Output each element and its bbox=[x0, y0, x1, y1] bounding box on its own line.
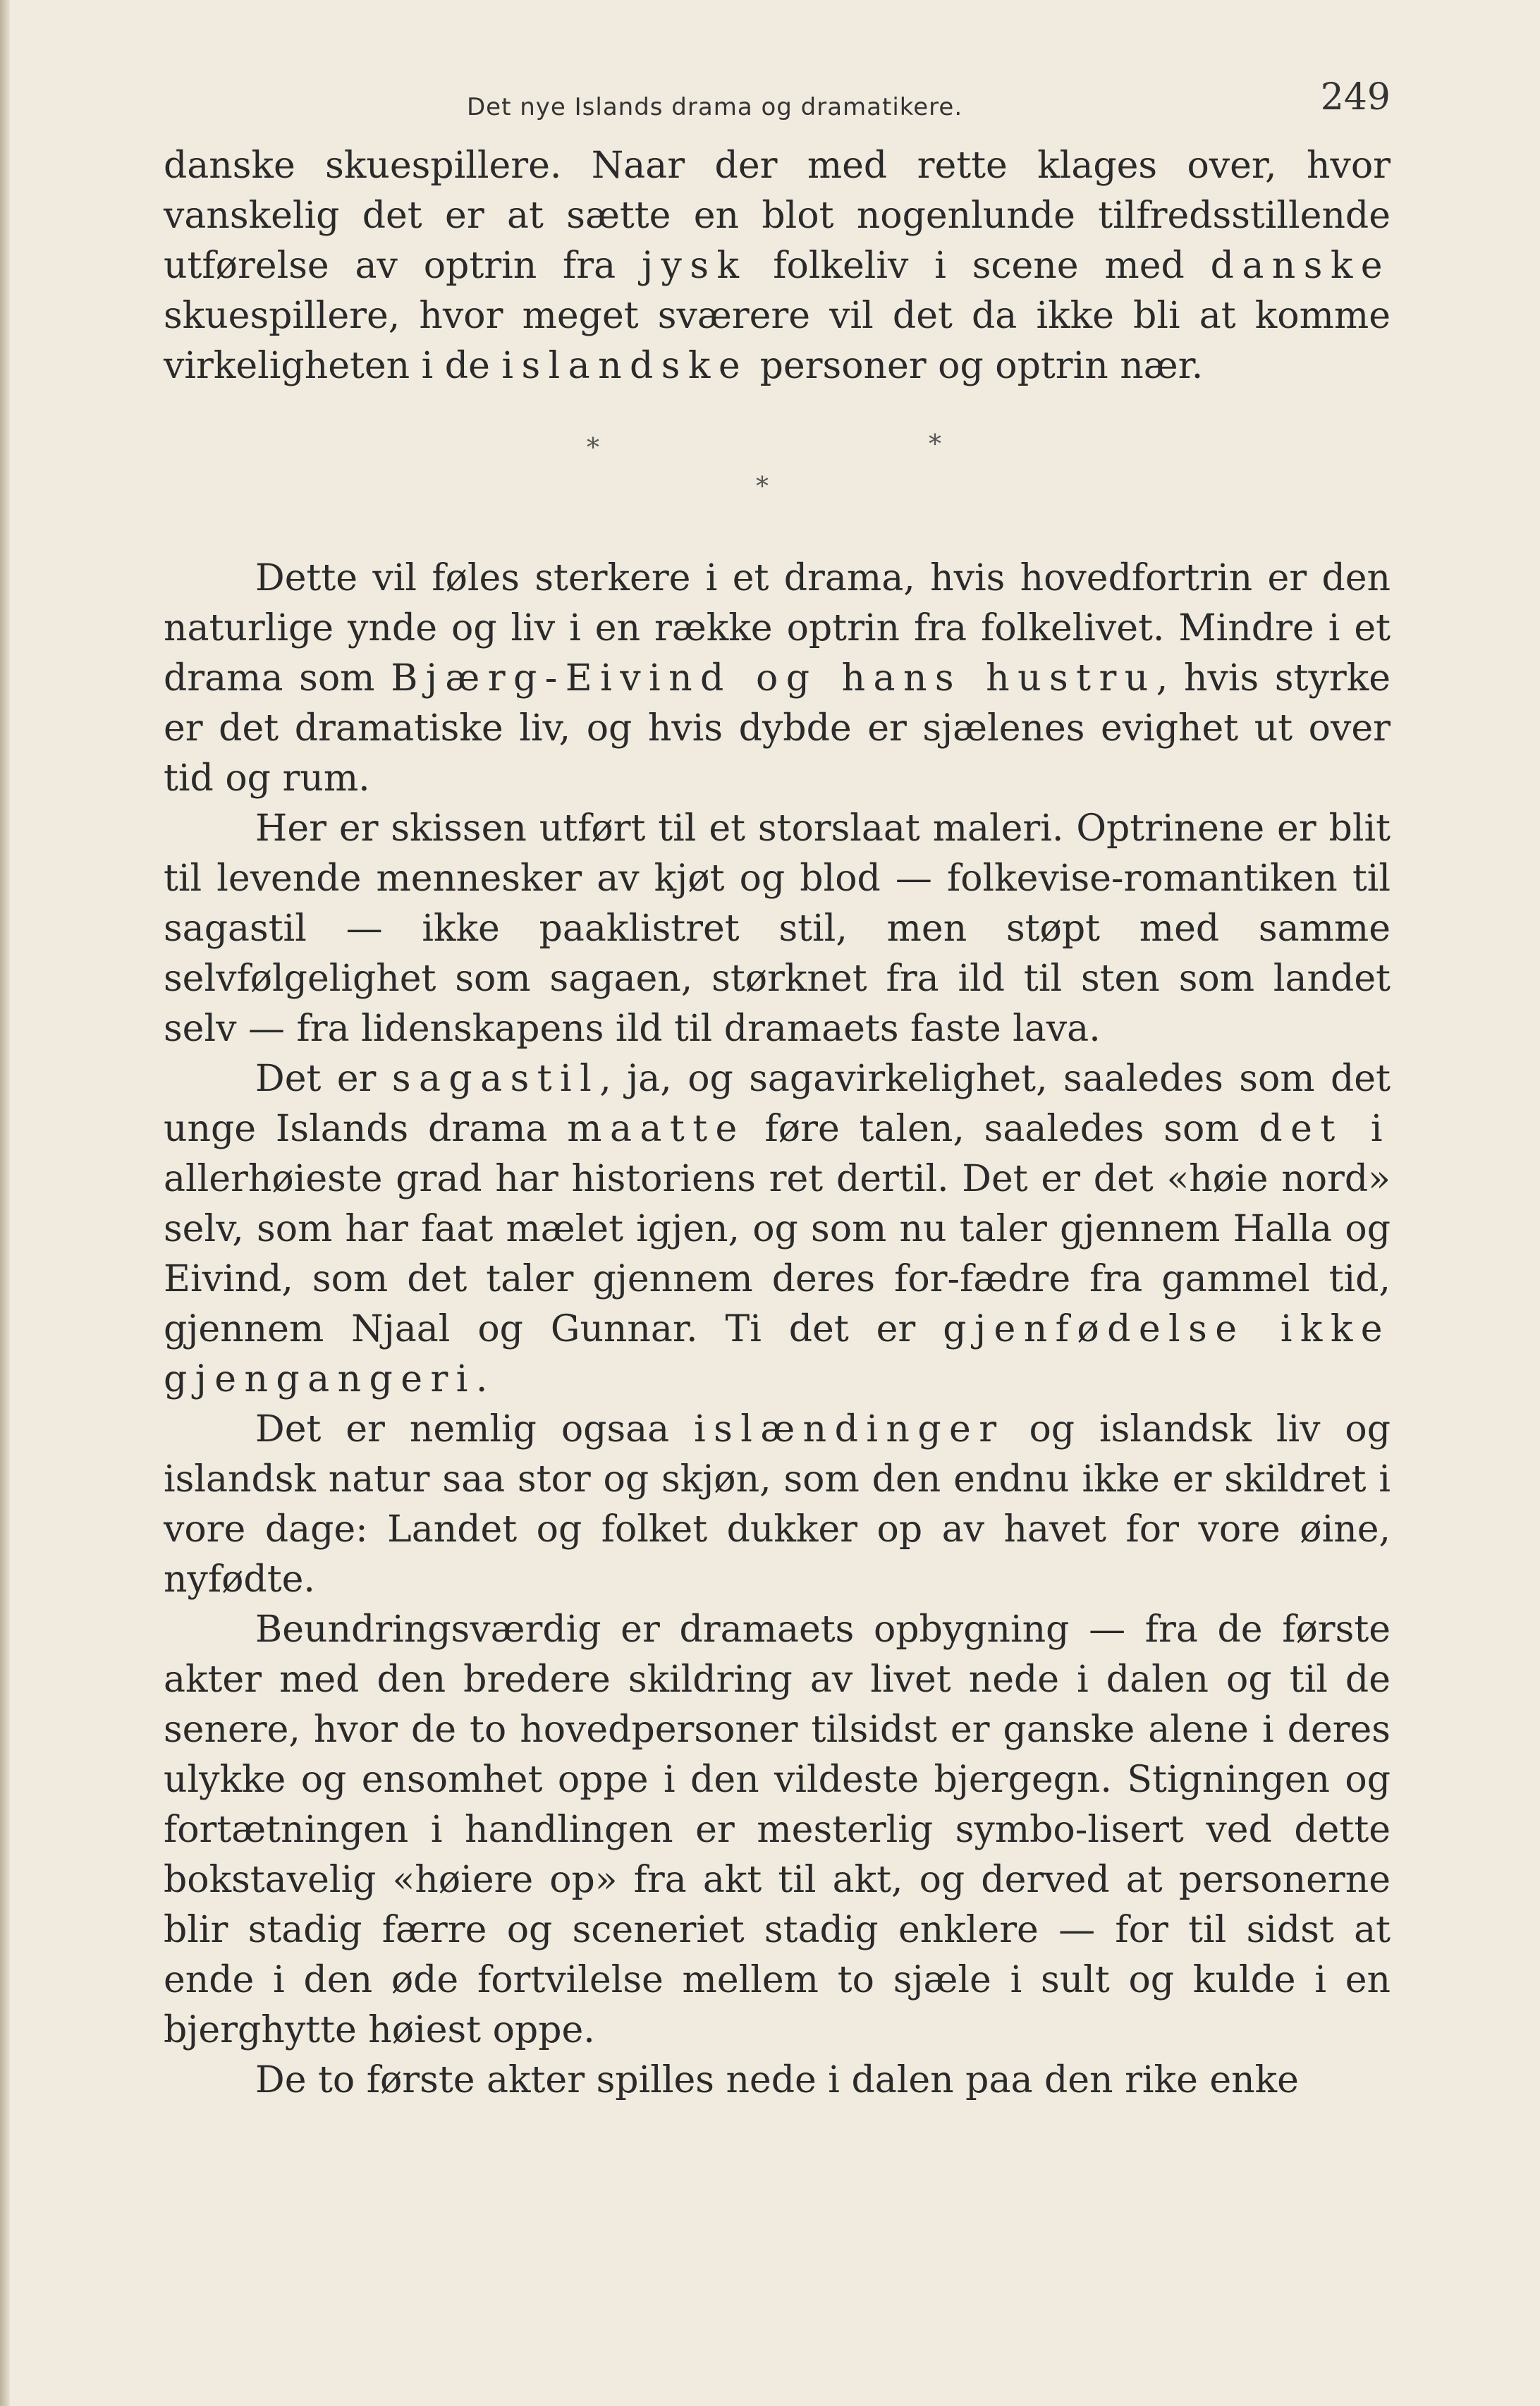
asterisk-icon: * bbox=[587, 434, 599, 463]
asterisk-icon: * bbox=[929, 430, 941, 459]
spaced-word: det i bbox=[1259, 1108, 1391, 1150]
spaced-word: sagastil bbox=[391, 1058, 600, 1100]
paragraph-6: Beundringsværdig er dramaets opbygning — fra de første akter med den bredere skildring av livet nede i dalen og til de senere, hvor de to hovedpersoner tilsidst er ganske alene i deres ulykke og ensomhet oppe i den vildeste bjergegn. Stigningen og fortætningen i handlingen er mesterlig symbo-lisert ved dette bokstavelig «høiere op» fra akt til akt, og derved at personerne blir stadig færre og sceneriet stadig enklere — for til sidst at ende i den øde fortvilelse mellem to sjæle i sult og kulde i en bjerghytte høiest oppe. bbox=[164, 1608, 1391, 2051]
page-number: 249 bbox=[1320, 76, 1391, 118]
body-text bbox=[164, 141, 1391, 2106]
running-title: Det nye Islands drama og dramatikere. bbox=[467, 93, 963, 121]
spaced-word: danske bbox=[1210, 245, 1391, 287]
page-header bbox=[164, 63, 1391, 141]
spaced-word: jysk bbox=[641, 245, 747, 287]
book-page bbox=[164, 63, 1391, 2362]
paragraph-1: danske skuespillere. Naar der med rette klages over, hvor vanskelig det er at sætte en blot nogenlunde tilfredsstillende utførelse av optrin fra jysk folkeliv i scene med danske skuespillere, hvor meget sværere vil det da ikke bli at komme virkeligheten i de islandske personer og optrin nær. bbox=[164, 145, 1391, 387]
asterisk-icon: * bbox=[756, 472, 769, 501]
section-divider bbox=[164, 391, 1391, 554]
spaced-word: islændinger bbox=[694, 1408, 1005, 1451]
paragraph-5: Det er nemlig ogsaa islændinger og islandsk liv og islandsk natur saa stor og skjøn, som den endnu ikke er skildret i vore dage: Landet og folket dukker op av havet for vore øine, nyfødte. bbox=[164, 1408, 1391, 1601]
spaced-word: maatte bbox=[567, 1108, 745, 1150]
spaced-phrase: gjenfødelse ikke gjengangeri bbox=[164, 1308, 1391, 1400]
paragraph-7: De to første akter spilles nede i dalen paa den rike enke bbox=[255, 2059, 1299, 2101]
spaced-title: Bjærg-Eivind og hans hustru bbox=[391, 657, 1156, 700]
paragraph-4: Det er sagastil, ja, og sagavirkelighet, saaledes som det unge Islands drama maatte føre talen, saaledes som det i allerhøieste grad har historiens ret dertil. Det er det «høie nord» selv, som har faat mælet igjen, og som nu taler gjennem Halla og Eivind, som det taler gjennem deres for-fædre fra gammel tid, gjennem Njaal og Gunnar. Ti det er gjenfødelse ikke gjengangeri. bbox=[164, 1058, 1391, 1400]
paragraph-3: Her er skissen utført til et storslaat maleri. Optrinene er blit til levende mennesker av kjøt og blod — folkevise-romantiken til sagastil — ikke paaklistret stil, men støpt med samme selvfølgelighet som sagaen, størknet fra ild til sten som landet selv — fra lidenskapens ild til dramaets faste lava. bbox=[164, 807, 1391, 1050]
paragraph-2: Dette vil føles sterkere i et drama, hvis hovedfortrin er den naturlige ynde og liv i en række optrin fra folkelivet. Mindre i et drama som Bjærg-Eivind og hans hustru, hvis styrke er det dramatiske liv, og hvis dybde er sjælenes evighet ut over tid og rum. bbox=[164, 557, 1391, 800]
spaced-word: islandske bbox=[501, 345, 749, 387]
book-spine-edge bbox=[0, 0, 10, 2406]
